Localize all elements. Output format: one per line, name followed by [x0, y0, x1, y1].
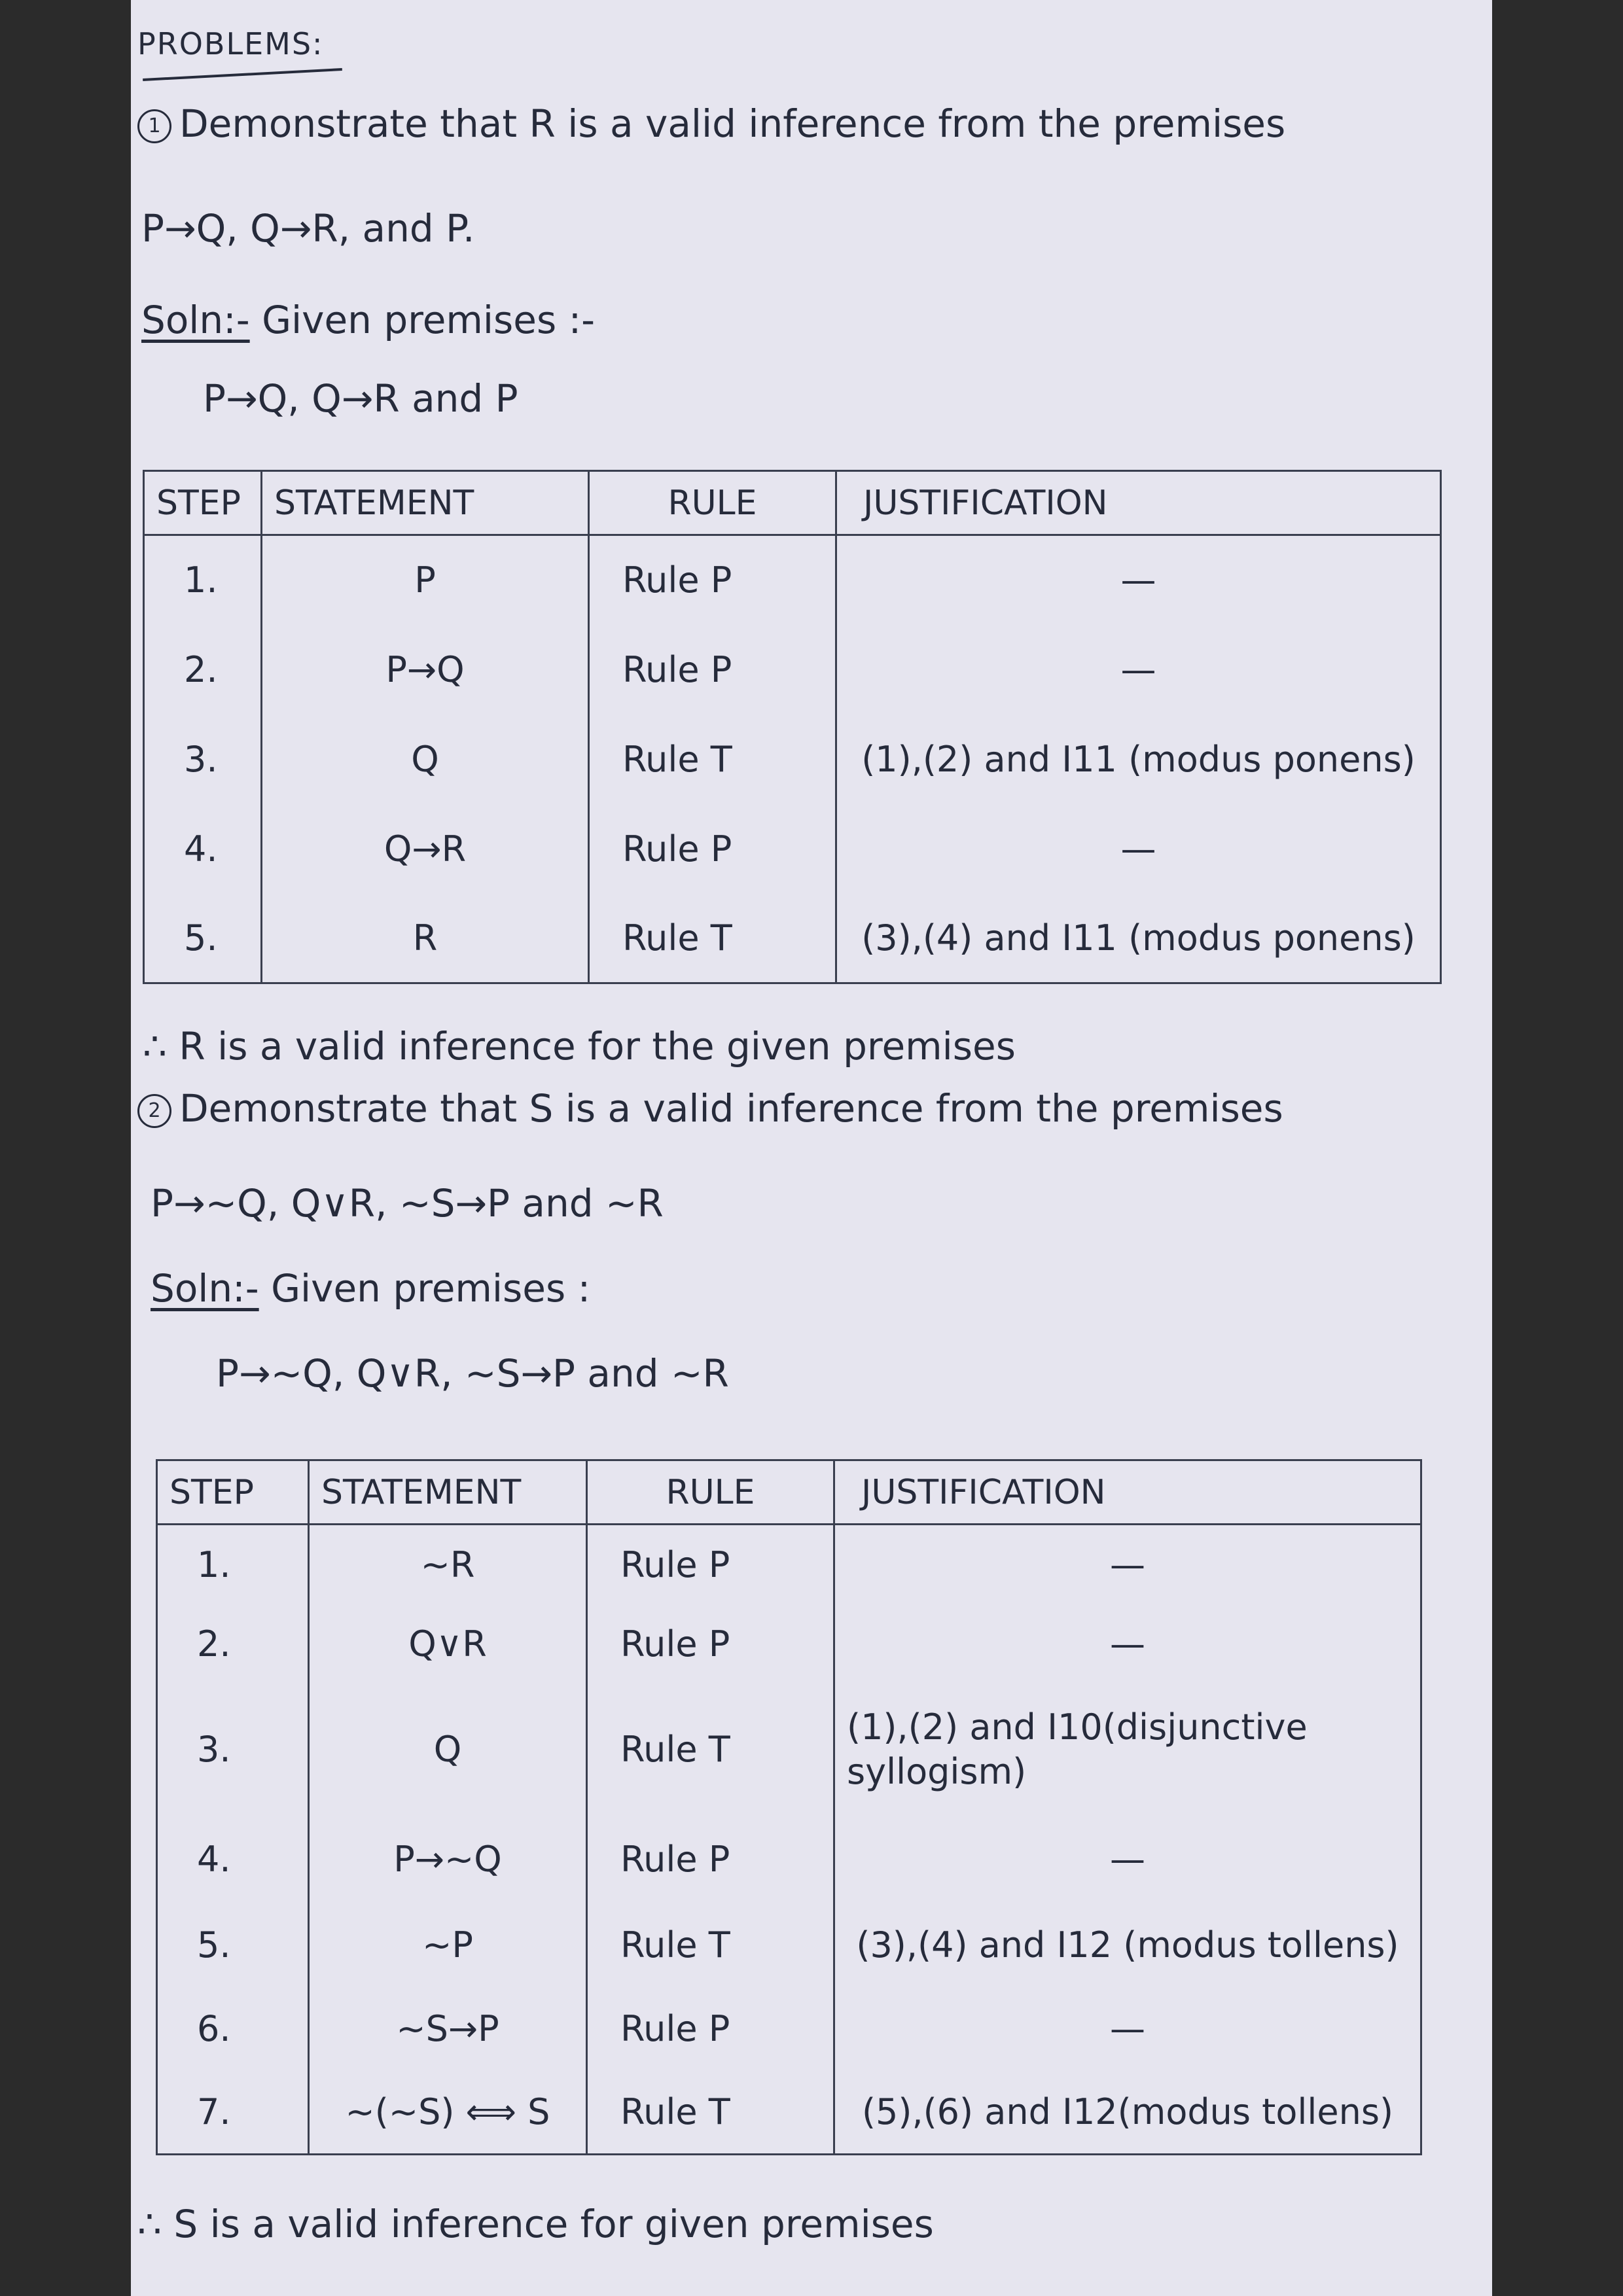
rule-cell: Rule T: [589, 715, 836, 804]
justification-cell: —: [834, 1604, 1421, 1684]
statement-cell: Q∨R: [309, 1604, 587, 1684]
problem2-given-label: Given premises :: [271, 1266, 591, 1311]
problem1-premises: P→Q, Q→R, and P.: [141, 206, 475, 251]
rule-cell: Rule T: [587, 2071, 834, 2155]
page-heading: PROBLEMS:: [137, 26, 324, 62]
justification-cell: —: [836, 804, 1441, 894]
table-row: [157, 1684, 1421, 1815]
table-row: [157, 1815, 1421, 1903]
step-cell: 5.: [157, 1903, 309, 1987]
step-cell: 2.: [157, 1604, 309, 1684]
header-statement: STATEMENT: [309, 1460, 587, 1525]
statement-cell: ∼P: [309, 1903, 587, 1987]
problem1-conclusion: ∴ R is a valid inference for the given premises: [143, 1024, 1016, 1069]
problem1-given-label: Given premises :-: [262, 298, 596, 342]
header-step: STEP: [157, 1460, 309, 1525]
heading-underline: [143, 68, 342, 81]
problem2-proof-table: [156, 1459, 1422, 2155]
notebook-page: [131, 0, 1492, 2296]
problem1-solution-line: [141, 298, 595, 342]
step-cell: 1.: [144, 535, 262, 625]
problem2-statement: [137, 1086, 1283, 1131]
table-row: [157, 2071, 1421, 2155]
header-justification: JUSTIFICATION: [834, 1460, 1421, 1525]
table-row: [157, 1903, 1421, 1987]
rule-cell: Rule P: [587, 1987, 834, 2071]
statement-cell: Q: [309, 1684, 587, 1815]
table-row: [157, 1525, 1421, 1604]
table-row: [144, 715, 1441, 804]
problem2-conclusion: ∴ S is a valid inference for given premises: [137, 2202, 934, 2246]
statement-cell: Q: [262, 715, 589, 804]
problem1-number: 1: [137, 109, 171, 143]
rule-cell: Rule P: [587, 1604, 834, 1684]
problem1-text: Demonstrate that R is a valid inference from the premises: [179, 101, 1286, 146]
statement-cell: P→∼Q: [309, 1815, 587, 1903]
problem1-sol-label: Soln:-: [141, 298, 250, 342]
rule-cell: Rule P: [587, 1815, 834, 1903]
justification-cell: —: [834, 1525, 1421, 1604]
table-row: [157, 1987, 1421, 2071]
justification-cell: (5),(6) and I12(modus tollens): [834, 2071, 1421, 2155]
statement-cell: R: [262, 894, 589, 983]
statement-cell: Q→R: [262, 804, 589, 894]
step-cell: 7.: [157, 2071, 309, 2155]
table-row: [144, 894, 1441, 983]
table-row: [144, 625, 1441, 715]
problem2-given: P→∼Q, Q∨R, ∼S→P and ∼R: [216, 1351, 729, 1396]
problem1-statement: [137, 101, 1285, 146]
problem2-solution-line: [151, 1266, 590, 1311]
problem1-proof-table: [143, 470, 1442, 984]
step-cell: 3.: [157, 1684, 309, 1815]
header-rule: RULE: [589, 471, 836, 535]
table-row: [157, 1604, 1421, 1684]
header-statement: STATEMENT: [262, 471, 589, 535]
problem1-given: P→Q, Q→R and P: [203, 376, 518, 421]
rule-cell: Rule T: [587, 1684, 834, 1815]
justification-cell: (1),(2) and I10(disjunctive syllogism): [834, 1684, 1421, 1815]
rule-cell: Rule P: [589, 625, 836, 715]
rule-cell: Rule T: [587, 1903, 834, 1987]
rule-cell: Rule T: [589, 894, 836, 983]
table-header-row: [157, 1460, 1421, 1525]
rule-cell: Rule P: [587, 1525, 834, 1604]
rule-cell: Rule P: [589, 804, 836, 894]
problem2-text: Demonstrate that S is a valid inference from the premises: [179, 1086, 1283, 1131]
rule-cell: Rule P: [589, 535, 836, 625]
statement-cell: P: [262, 535, 589, 625]
table-header-row: [144, 471, 1441, 535]
problem2-number: 2: [137, 1094, 171, 1128]
header-rule: RULE: [587, 1460, 834, 1525]
header-step: STEP: [144, 471, 262, 535]
table-row: [144, 804, 1441, 894]
step-cell: 6.: [157, 1987, 309, 2071]
justification-cell: (3),(4) and I11 (modus ponens): [836, 894, 1441, 983]
justification-cell: —: [834, 1815, 1421, 1903]
step-cell: 1.: [157, 1525, 309, 1604]
step-cell: 5.: [144, 894, 262, 983]
step-cell: 4.: [144, 804, 262, 894]
problem2-sol-label: Soln:-: [151, 1266, 259, 1311]
table-row: [144, 535, 1441, 625]
justification-cell: —: [834, 1987, 1421, 2071]
step-cell: 3.: [144, 715, 262, 804]
justification-cell: —: [836, 625, 1441, 715]
justification-cell: (1),(2) and I11 (modus ponens): [836, 715, 1441, 804]
step-cell: 4.: [157, 1815, 309, 1903]
statement-cell: ∼S→P: [309, 1987, 587, 2071]
header-justification: JUSTIFICATION: [836, 471, 1441, 535]
statement-cell: ∼R: [309, 1525, 587, 1604]
justification-cell: (3),(4) and I12 (modus tollens): [834, 1903, 1421, 1987]
justification-cell: —: [836, 535, 1441, 625]
step-cell: 2.: [144, 625, 262, 715]
statement-cell: P→Q: [262, 625, 589, 715]
statement-cell: ∼(∼S) ⟺ S: [309, 2071, 587, 2155]
problem2-premises: P→∼Q, Q∨R, ∼S→P and ∼R: [151, 1181, 664, 1226]
